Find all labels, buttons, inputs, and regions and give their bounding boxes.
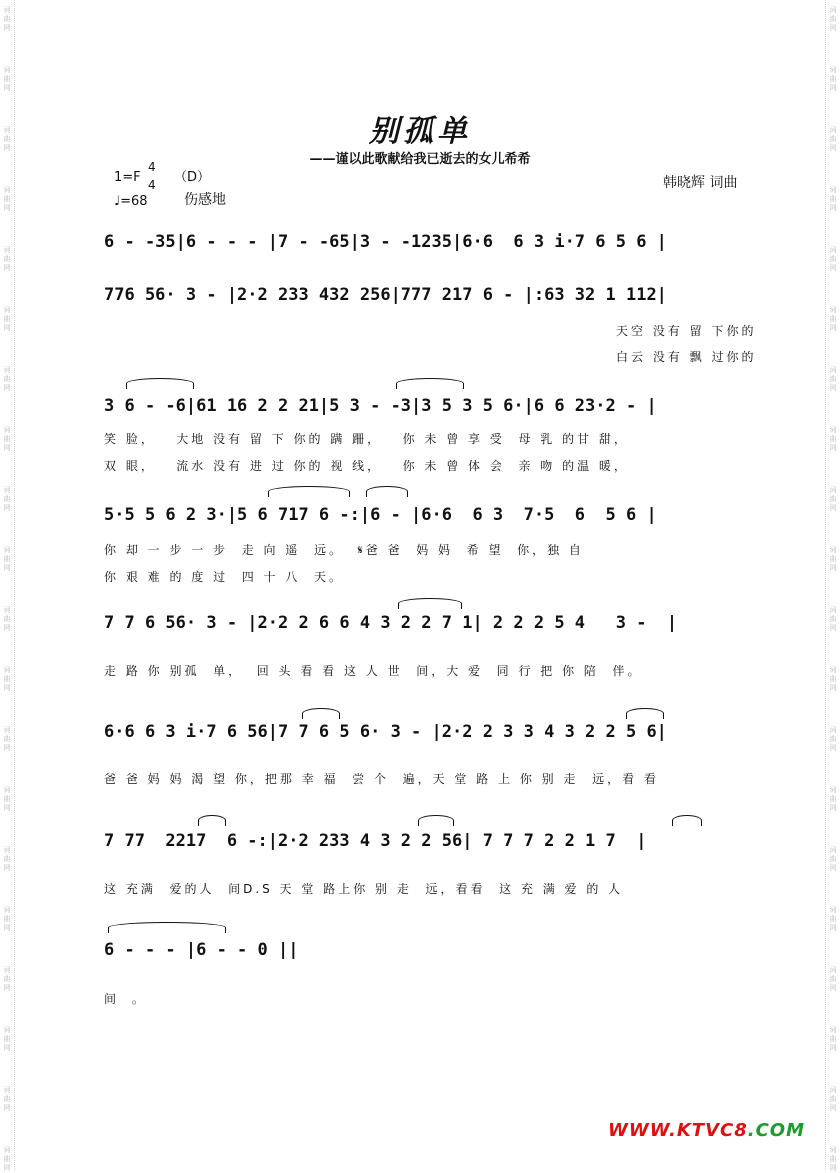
watermark-text: 词 曲 网 [3,1086,11,1112]
lyric-line-1b: 白云 没有 飘 过你的 [616,350,757,364]
key-signature: 1=F [114,170,141,185]
watermark-text: 词 曲 网 [829,1086,837,1112]
watermark-text: 词 曲 网 [829,666,837,692]
watermark-text: 词 曲 网 [829,306,837,332]
watermark-text: 词 曲 网 [829,66,837,92]
watermark-text: 词 曲 网 [3,66,11,92]
watermark-text: 词 曲 网 [3,126,11,152]
score-line-2: 776 56· 3 - |2·2 233 432 256|777 217 6 - |:63 32 1 112| [104,285,667,305]
watermark-text: 词 曲 网 [3,246,11,272]
tempo-mark: ♩=68 [114,194,148,209]
watermark-text: 词 曲 网 [3,186,11,212]
watermark-text: 词 曲 网 [3,906,11,932]
watermark-text: 词 曲 网 [829,426,837,452]
watermark-text: 词 曲 网 [829,966,837,992]
left-watermark-strip [0,0,15,1172]
watermark-text: 词 曲 网 [829,846,837,872]
song-dedication: ——谨以此歌献给我已逝去的女儿希希 [309,152,531,167]
watermark-text: 词 曲 网 [3,366,11,392]
lyric-line-4: 走 路 你 别孤 单， 回 头 看 看 这 人 世 间，大 爱 同 行 把 你 陪 伴。 [104,664,643,678]
tie-mark [672,815,702,826]
time-signature-top: 4 [148,160,156,174]
tie-mark [126,378,194,389]
score-line-1: 6 - -35|6 - - - |7 - -65|3 - -1235|6·6 6 3 i·7 6 5 6 | [104,232,667,252]
watermark-text: 词 曲 网 [3,426,11,452]
tie-mark [268,486,350,497]
url-suffix: .COM [747,1120,806,1141]
tie-mark [302,708,340,719]
key-alternate: （D） [174,170,211,185]
watermark-text: 词 曲 网 [829,186,837,212]
lyric-line-7: 间 。 [104,992,150,1006]
tie-mark [366,486,408,497]
lyric-line-1a: 天空 没有 留 下你的 [616,324,757,338]
score-line-6: 6·6 6 3 i·7 6 56|7 7 6 5 6· 3 - |2·2 2 3 3 4 3 2 2 5 6| [104,722,667,742]
watermark-text: 词 曲 网 [829,6,837,32]
score-line-3: 3 6 - -6|61 16 2 2 21|5 3 - -3|3 5 3 5 6·|6 6 23·2 - | [104,396,657,416]
lyric-line-5: 爸 爸 妈 妈 渴 望 你，把那 幸 福 尝 个 遍，天 堂 路 上 你 别 走 远，看 看 [104,772,659,786]
watermark-text: 词 曲 网 [829,546,837,572]
score-line-7: 7 77 2217 6 -:|2·2 233 4 3 2 2 56| 7 7 7 2 2 1 7 | [104,831,647,851]
watermark-text: 词 曲 网 [829,786,837,812]
watermark-text: 词 曲 网 [829,126,837,152]
lyric-line-6: 这 充满 爱的人 间D.S 天 堂 路上你 别 走 远，看看 这 充 满 爱 的 人 [104,882,624,896]
score-line-8: 6 - - - |6 - - 0 || [104,940,299,960]
lyric-line-3a: 你 却 一 步 一 步 走 向 遥 远。 𝄋爸 爸 妈 妈 希 望 你，独 自 [104,543,584,557]
watermark-text: 词 曲 网 [3,726,11,752]
watermark-text: 词 曲 网 [3,846,11,872]
watermark-text: 词 曲 网 [829,726,837,752]
watermark-text: 词 曲 网 [3,606,11,632]
watermark-text: 词 曲 网 [3,666,11,692]
url-brand: KTVC8 [676,1120,748,1141]
site-footer-url[interactable] [608,1120,805,1141]
lyric-line-2a: 笑 脸， 大地 没有 留 下 你的 蹒 跚， 你 未 曾 享 受 母 乳 的甘 甜， [104,432,629,446]
watermark-text: 词 曲 网 [829,1146,837,1172]
watermark-text: 词 曲 网 [3,6,11,32]
watermark-text: 词 曲 网 [3,306,11,332]
tie-mark [398,598,462,609]
watermark-text: 词 曲 网 [3,546,11,572]
lyric-line-2b: 双 眼， 流水 没有 进 过 你的 视 线， 你 未 曾 体 会 亲 吻 的温 暖， [104,459,629,473]
watermark-text: 词 曲 网 [829,246,837,272]
lyric-line-3b: 你 艰 难 的 度 过 四 十 八 天。 [104,570,344,584]
watermark-text: 词 曲 网 [3,486,11,512]
url-prefix: WWW. [608,1120,677,1141]
watermark-text: 词 曲 网 [3,1146,11,1172]
tie-mark [396,378,464,389]
watermark-text: 词 曲 网 [3,966,11,992]
mood-mark: 伤感地 [184,192,226,208]
tie-mark [108,922,226,933]
watermark-text: 词 曲 网 [3,1026,11,1052]
watermark-text: 词 曲 网 [829,486,837,512]
composer-credit: 韩晓辉 词曲 [663,175,738,191]
watermark-text: 词 曲 网 [829,906,837,932]
watermark-text: 词 曲 网 [829,1026,837,1052]
song-title: 别孤单 [369,114,471,149]
time-signature-bottom: 4 [148,178,156,192]
tie-mark [198,815,226,826]
tie-mark [626,708,664,719]
watermark-text: 词 曲 网 [829,606,837,632]
watermark-text: 词 曲 网 [3,786,11,812]
right-watermark-strip [825,0,840,1172]
tie-mark [418,815,454,826]
watermark-text: 词 曲 网 [829,366,837,392]
score-line-5: 7 7 6 56· 3 - |2·2 2 6 6 4 3 2 2 7 1| 2 2 2 5 4 3 - | [104,613,678,633]
score-line-4: 5·5 5 6 2 3·|5 6 717 6 -:|6 - |6·6 6 3 7·5 6 5 6 | [104,505,657,525]
